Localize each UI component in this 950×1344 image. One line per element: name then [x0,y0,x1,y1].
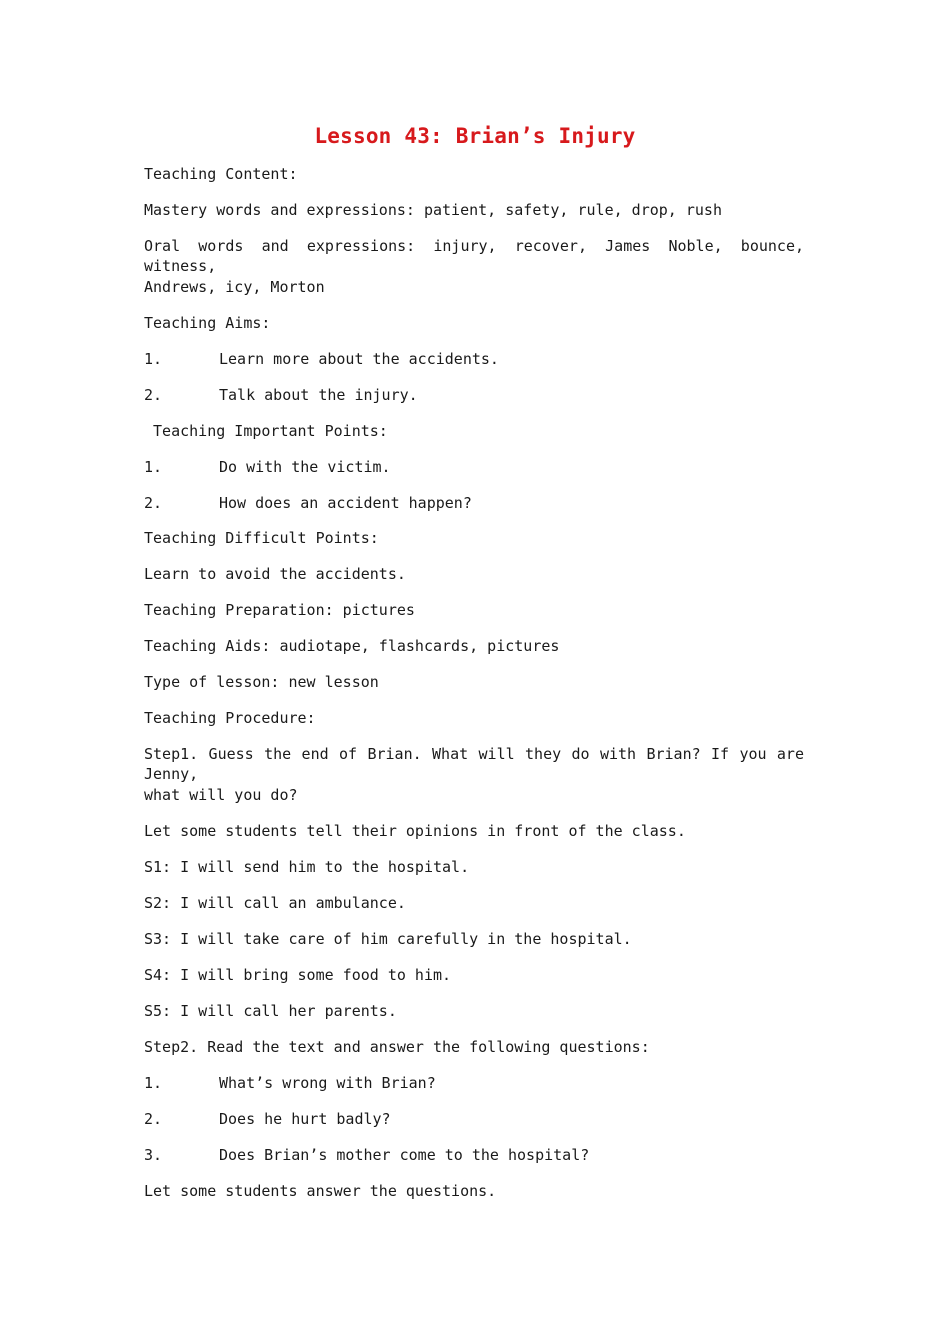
important-point-text: How does an accident happen? [219,494,472,512]
aim-text: Talk about the injury. [219,386,418,404]
student-answer: S2: I will call an ambulance. [144,894,406,912]
step1-instruction: Let some students tell their opinions in front of the class. [144,822,686,840]
student-answer: S3: I will take care of him carefully in the hospital. [144,930,632,948]
teaching-content-heading: Teaching Content: [144,165,298,183]
question-number: 3. [144,1146,163,1164]
teaching-preparation: Teaching Preparation: pictures [144,601,415,619]
aim-text: Learn more about the accidents. [219,350,499,368]
question-text: Does he hurt badly? [219,1110,391,1128]
mastery-words-line: Mastery words and expressions: patient, safety, rule, drop, rush [144,201,722,219]
lesson-type: Type of lesson: new lesson [144,673,379,691]
step1-line-1: Step1. Guess the end of Brian. What will they do with Brian? If you are Jenny, [144,745,804,783]
student-answer: S4: I will bring some food to him. [144,966,452,984]
aim-number: 2. [144,386,163,404]
teaching-aims-heading: Teaching Aims: [144,314,271,332]
question-number: 1. [144,1074,163,1092]
important-point-number: 1. [144,458,163,476]
difficult-points-heading: Teaching Difficult Points: [144,529,379,547]
lesson-title: Lesson 43: Brian’s Injury [314,124,636,148]
question-text: Does Brian’s mother come to the hospital? [219,1146,590,1164]
closing-instruction: Let some students answer the questions. [144,1182,497,1200]
aim-number: 1. [144,350,163,368]
question-number: 2. [144,1110,163,1128]
student-answer: S1: I will send him to the hospital. [144,858,470,876]
oral-words-line-2: Andrews, icy, Morton [144,278,325,296]
step2-line: Step2. Read the text and answer the following questions: [144,1038,650,1056]
important-point-text: Do with the victim. [219,458,391,476]
teaching-aids: Teaching Aids: audiotape, flashcards, pictures [144,637,560,655]
procedure-heading: Teaching Procedure: [144,709,316,727]
important-point-number: 2. [144,494,163,512]
oral-words-line-1: Oral words and expressions: injury, recover, James Noble, bounce, witness, [144,237,804,275]
difficult-points-text: Learn to avoid the accidents. [144,565,406,583]
student-answer: S5: I will call her parents. [144,1002,397,1020]
step1-line-2: what will you do? [144,786,298,804]
question-text: What’s wrong with Brian? [219,1074,436,1092]
important-points-heading: Teaching Important Points: [144,422,388,440]
